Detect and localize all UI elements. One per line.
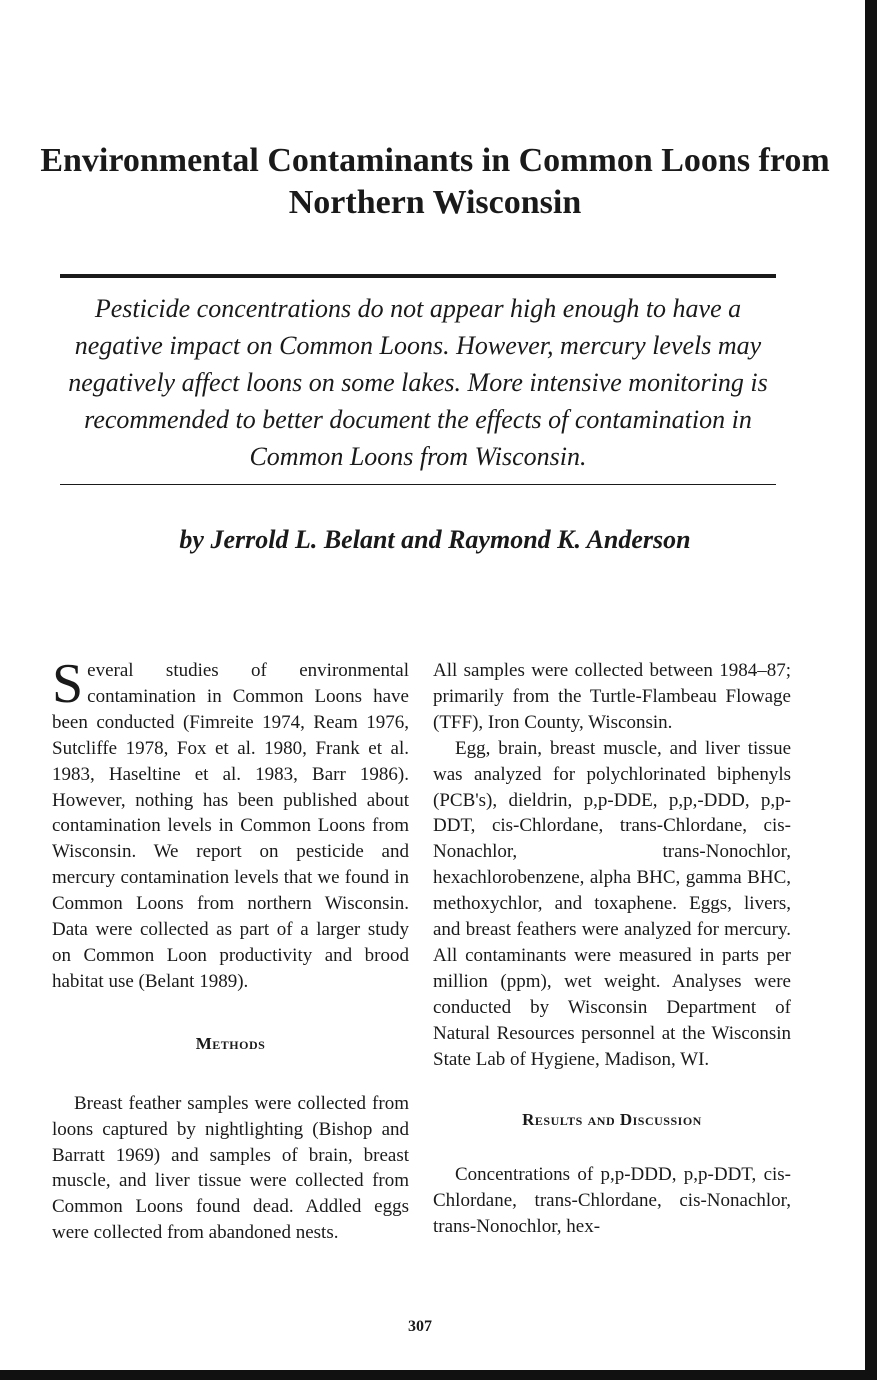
methods-paragraph-1: Breast feather samples were collected from loons captured by nightlighting (Bishop and Barratt 1969) and samples of brain, breast muscle, and liver tissue were collected from Common Loons found dead. Addled eggs were collected from abandoned nests.	[52, 1092, 409, 1244]
body-column-left	[52, 653, 409, 1246]
methods-heading: Methods	[195, 1033, 266, 1053]
scan-edge-bottom	[0, 1370, 877, 1380]
divider-thin	[60, 484, 776, 485]
body-column-right	[433, 658, 791, 1240]
methods-paragraph-2: All samples were collected between 1984–87; primarily from the Turtle-Flambeau Flowage (TFF), Iron County, Wisconsin.	[433, 660, 791, 733]
methods-paragraph-3: Egg, brain, breast muscle, and liver tissue was analyzed for polychlorinated biphenyls (PCB's), dieldrin, p,p-DDE, p,p,-DDD, p,p-DDT, cis-Chlordane, trans-Chlordane, cis-Nonachlor, trans-Nonochlor, hexachlorobenzene, alpha BHC, gamma BHC, methoxychlor, and toxaphene. Eggs, livers, and breast feathers were analyzed for mercury. All contaminants were measured in parts per million (ppm), wet weight. Analyses were conducted by Wisconsin Department of Natural Resources personnel at the Wisconsin State Lab of Hygiene, Madison, WI.	[433, 737, 791, 1070]
author-byline: by Jerrold L. Belant and Raymond K. Anderson	[179, 525, 691, 554]
results-paragraph-1: Concentrations of p,p-DDD, p,p-DDT, cis-Chlordane, trans-Chlordane, cis-Nonachlor, trans-Nonochlor, hex-	[433, 1164, 791, 1238]
intro-text: everal studies of environmental contamination in Common Loons have been conducted (Fimreite 1974, Ream 1976, Sutcliffe 1978, Fox et al. 1980, Frank et al. 1983, Haseltine et al. 1983, Barr 1986). However, nothing has been published about contamination levels in Common Loons from Wisconsin. We report on pesticide and mercury contamination levels that we found in Common Loons from northern Wisconsin. Data were collected as part of a larger study on Common Loon productivity and brood habitat use (Belant 1989).	[52, 660, 409, 992]
article-abstract: Pesticide concentrations do not appear high enough to have a negative impact on Common Loons. However, mercury levels may negatively affect loons on some lakes. More intensive monitoring is recommended to better document the effects of contamination in Common Loons from Wisconsin.	[68, 294, 768, 471]
drop-cap: S	[52, 653, 84, 715]
intro-paragraph	[52, 653, 409, 995]
page-number: 307	[408, 1318, 432, 1335]
divider-thick	[60, 274, 776, 278]
scan-edge-right	[865, 0, 877, 1370]
results-heading: Results and Discussion	[522, 1109, 702, 1129]
article-title: Environmental Contaminants in Common Loons from Northern Wisconsin	[40, 142, 830, 221]
